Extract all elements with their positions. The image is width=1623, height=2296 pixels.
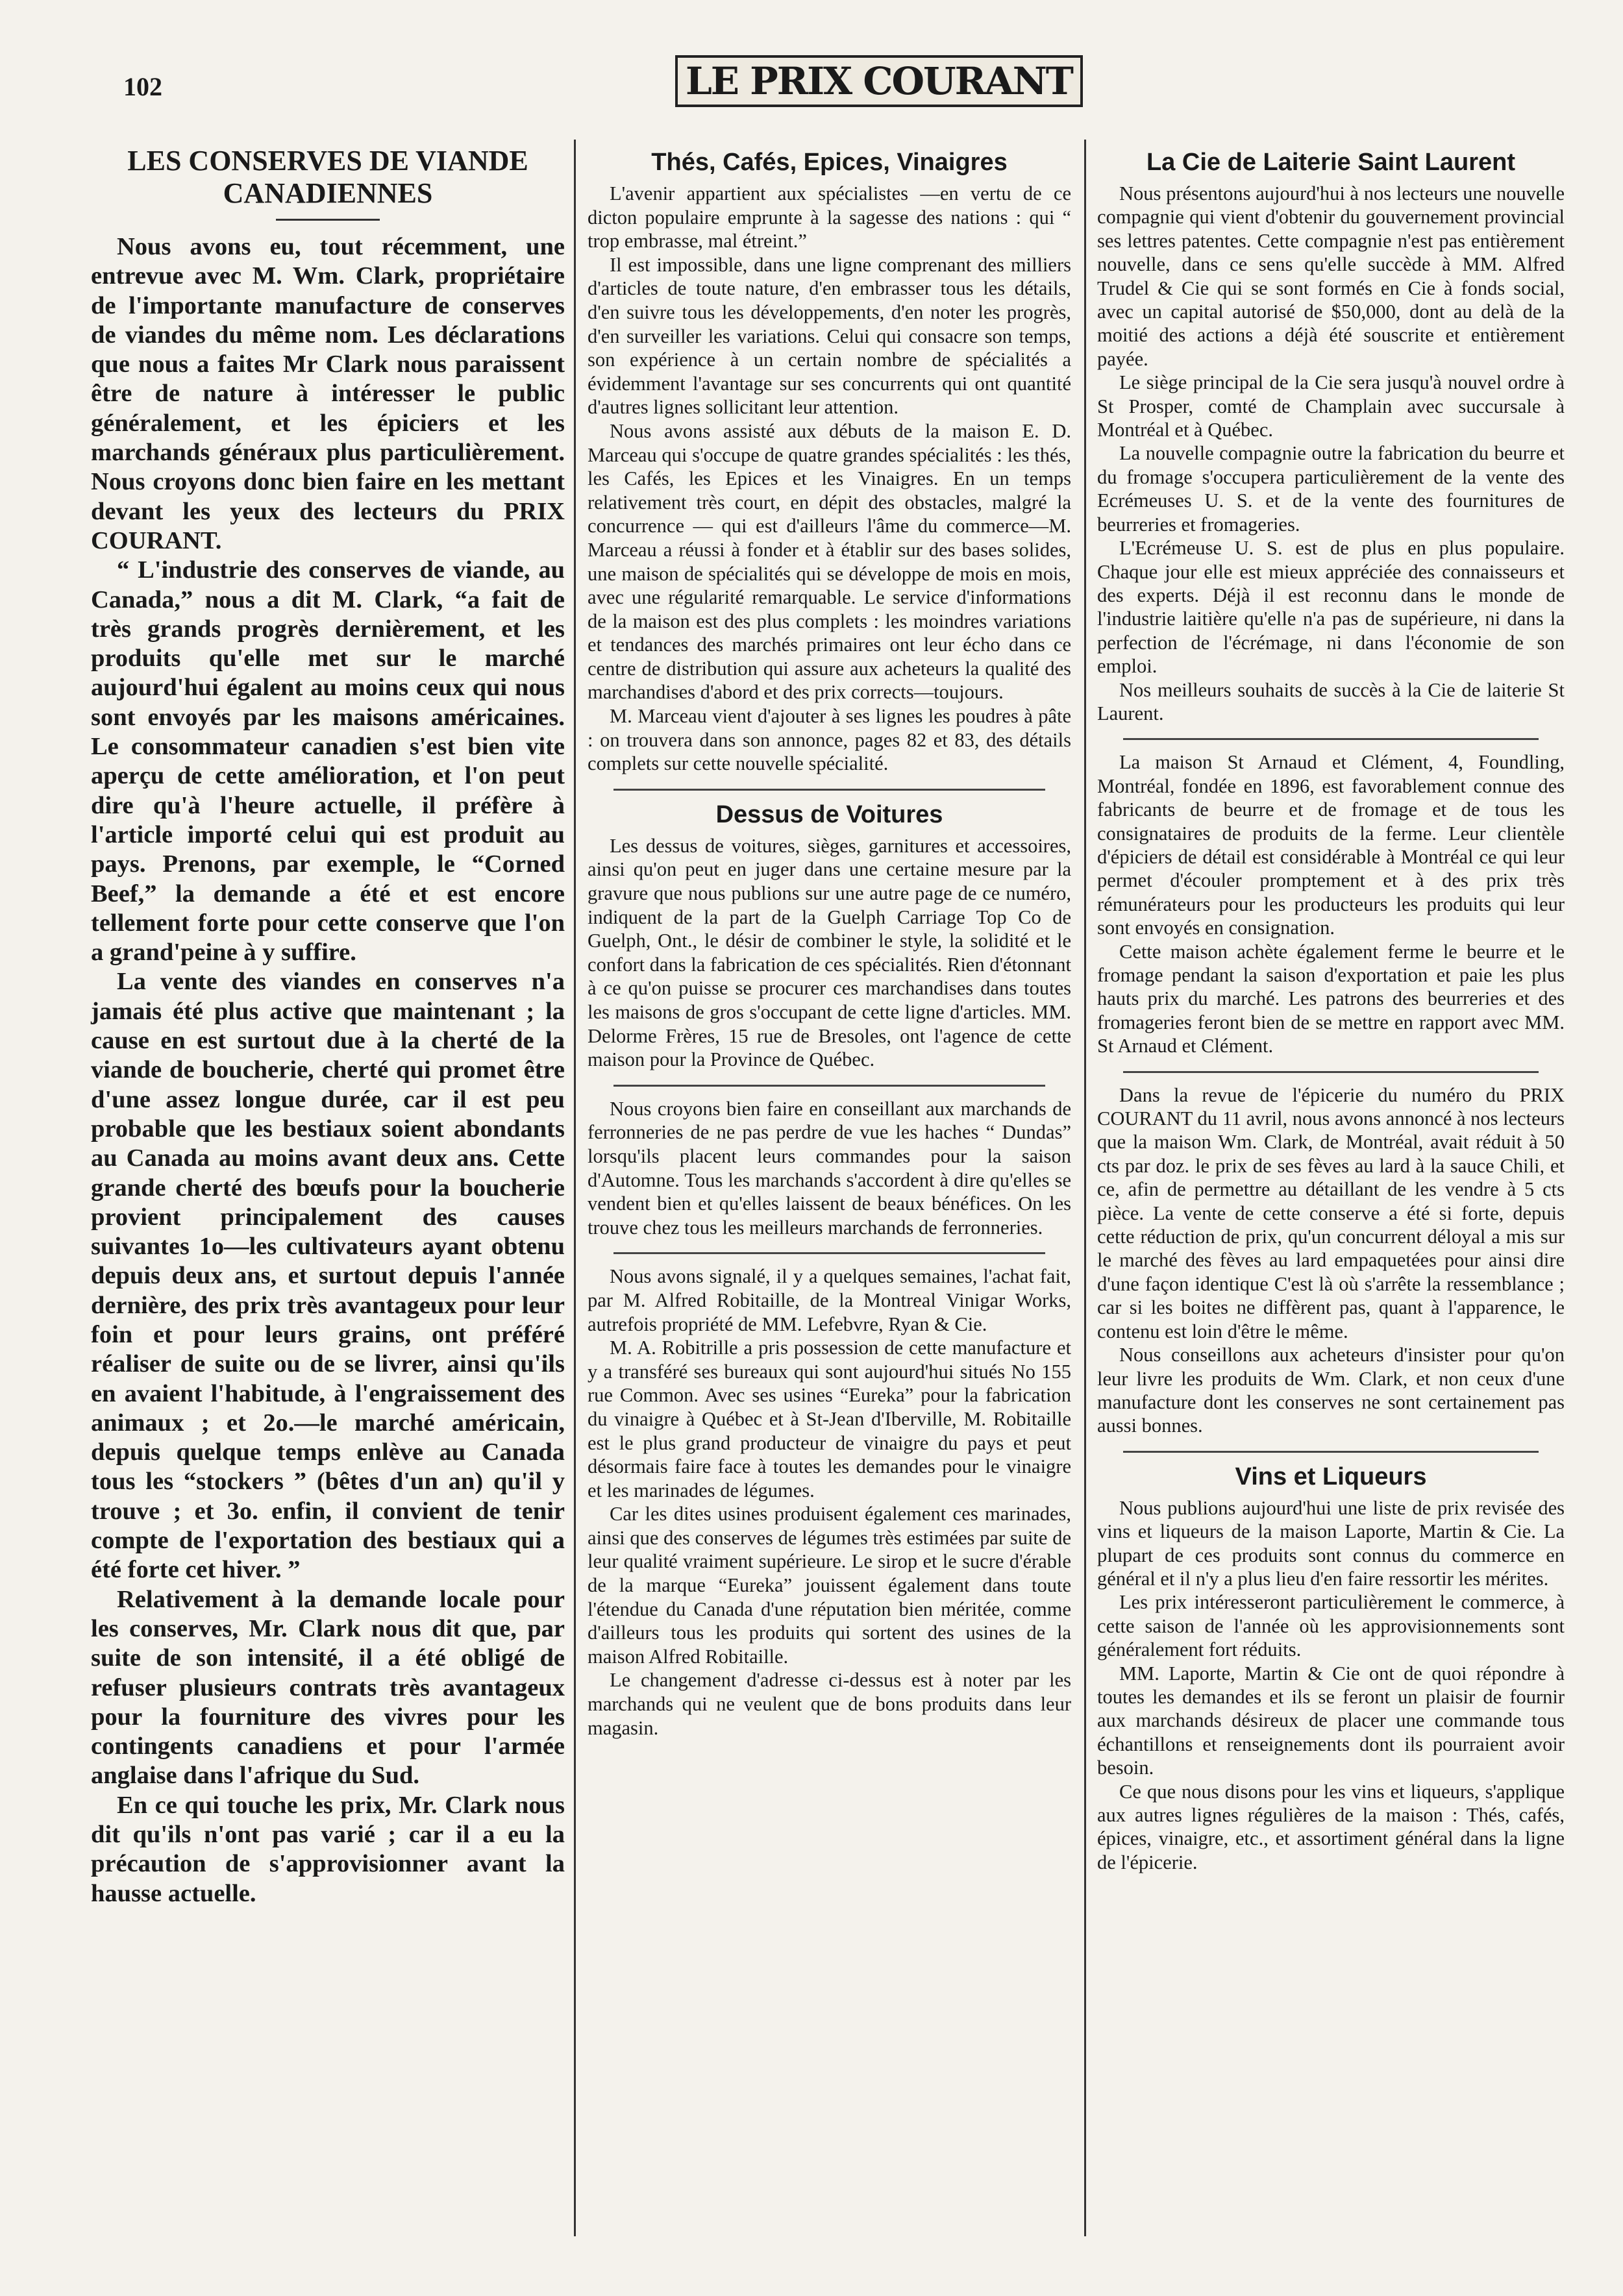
paragraph: Ce que nous disons pour les vins et liqueurs, s'applique aux autres lignes régulières de la maison : Thés, cafés, épices, vinaigre, etc., et assortiment général dans la ligne de l'épicerie. <box>1097 1780 1565 1873</box>
paragraph: Les dessus de voitures, sièges, garnitures et accessoires, ainsi qu'on peut en juger dans une certaine mesure par la gravure que nous publions sur une autre page de ce numéro, indiquent de la part de la Guelph Carriage Top Co de Guelph, Ont., le désir de combiner le style, la solidité et le confort dans la fabrication de ces spécialités. Rien d'étonnant à ce qu'on puisse se procurer ces marchandises dans toutes les maisons de gros s'occupant de cette ligne d'articles. MM. Delorme Frères, 15 rue de Bresoles, ont l'agence de cette maison pour la Province de Québec. <box>588 834 1071 1071</box>
paragraph: Nous croyons bien faire en conseillant aux marchands de ferronneries de ne pas perdre de vue les haches “ Dundas” lorsqu'ils placent leurs commandes pour la saison d'Automne. Tous les marchands s'accordent à dire qu'elles se vendent bien et qu'elles laissent de beaux bénéfices. On les trouve chez tous les meilleurs marchands de ferronneries. <box>588 1097 1071 1239</box>
article-title: Vins et Liqueurs <box>1235 1463 1427 1490</box>
paragraph: M. Marceau vient d'ajouter à ses lignes les poudres à pâte : on trouvera dans son annonce, pages 82 et 83, des détails complets sur cette nouvelle spécialité. <box>588 705 1071 775</box>
column-divider <box>574 140 576 2236</box>
section-divider <box>613 789 1045 791</box>
article-title: Thés, Cafés, Epices, Vinaigres <box>651 149 1008 176</box>
paragraph: Il est impossible, dans une ligne comprenant des milliers d'articles de toute nature, d'en embrasser tous les détails, d'en suivre tous les développements, d'en noter les progrès, d'en surveiller les variations. Celui qui consacre son temps, son expérience à un certain nombre de spécialités a évidemment l'avantage sur ses concurrents qui ont quantité d'autres lignes sollicitant leur attention. <box>588 253 1071 419</box>
section-divider <box>613 1085 1045 1087</box>
article-title: La Cie de Laiterie Saint Laurent <box>1146 149 1516 176</box>
paragraph: Nous avons eu, tout récemment, une entrevue avec M. Wm. Clark, propriétaire de l'importante manufacture de conserves de viandes du même nom. Les déclarations que nous a faites Mr Clark nous paraissent être de nature à intéresser le public généralement, et les épiciers et les marchands généraux plus particulièrement. Nous croyons donc bien faire en les mettant devant les yeux des lecteurs du PRIX COURANT. <box>91 233 565 554</box>
column-3 <box>1097 140 1565 1874</box>
section-divider <box>613 1252 1045 1254</box>
paragraph: Nos meilleurs souhaits de succès à la Cie de laiterie St Laurent. <box>1097 678 1565 724</box>
section-divider <box>1123 1451 1539 1453</box>
paragraph: L'Ecrémeuse U. S. est de plus en plus populaire. Chaque jour elle est mieux appréciée des connaisseurs et des experts. Déjà il est reconnu dans le monde de l'industrie laitière qu'elle n'a pas de supérieure, ni dans la perfection de l'écrémage, ni dans l'économie de son emploi. <box>1097 537 1565 678</box>
masthead-logo: LE PRIX COURANT <box>675 55 1083 107</box>
paragraph: La vente des viandes en conserves n'a jamais été plus active que maintenant ; la cause en est surtout due à la cherté de la viande de boucherie, cherté qui promet être d'une assez longue durée, car il est peu probable que les bestiaux soient abondants au Canada au moins avant deux ans. Cette grande cherté des bœufs pour la boucherie provient principalement des causes suivantes 1o—les cultivateurs ayant obtenu depuis deux ans, et surtout depuis l'année dernière, des prix très avantageux pour leur foin et pour leurs grains, ont préféré réaliser de suite ou de se livrer, ainsi qu'ils en avaient l'habitude, à l'engraissement des animaux ; et 2o.—le marché américain, depuis quelque temps enlève au Canada tous les “stockers ” (bêtes d'un an) qu'il y trouve ; et 3o. enfin, il convient de tenir compte de l'exportation des bestiaux qui a été forte cet hiver. ” <box>91 968 565 1584</box>
paragraph: Dans la revue de l'épicerie du numéro du PRIX COURANT du 11 avril, nous avons annoncé à nos lecteurs que la maison Wm. Clark, de Montréal, avait réduit à 50 cts par doz. le prix de ses fèves au lard à la sauce Chili, et ce, afin de permettre au détaillant de les vendre à 5 cts pièce. La vente de cette conserve a été si forte, depuis cette réduction de prix, qu'un concurrent déloyal a mis sur le marché des fèves au lard empaquetées pour ainsi dire d'une façon identique C'est là où s'arrête la ressemblance ; car si les boites ne diffèrent pas, quant à l'apparence, le contenu est loin d'être le même. <box>1097 1083 1565 1342</box>
paragraph: L'avenir appartient aux spécialistes —en vertu de ce dicton populaire emprunte à la sagesse des nations : qui “ trop embrasse, mal étreint.” <box>588 182 1071 253</box>
paragraph: Nous avons signalé, il y a quelques semaines, l'achat fait, par M. Alfred Robitaille, de la Montreal Vinigar Works, autrefois propriété de MM. Lefebvre, Ryan & Cie. <box>588 1265 1071 1335</box>
column-divider <box>1084 140 1086 2236</box>
article-title: LES CONSERVES DE VIANDE CANADIENNES <box>127 145 528 209</box>
paragraph: Le changement d'adresse ci-dessus est à noter par les marchands qui ne veulent que de bons produits dans leur magasin. <box>588 1669 1071 1739</box>
paragraph: La nouvelle compagnie outre la fabrication du beurre et du fromage s'occupera particulièrement de la vente des Ecrémeuses U. S. et de la vente des fournitures de beurreries et fromageries. <box>1097 442 1565 536</box>
paragraph: M. A. Robitrille a pris possession de cette manufacture et y a transféré ses bureaux qui sont aujourd'hui situés No 155 rue Common. Avec ses usines “Eureka” pour la fabrication du vinaigre à Québec et à St-Jean d'Iberville, M. Robitaille est le plus grand producteur de vinaigre du pays et peut désormais faire face à toutes les demandes pour le vinaigre et les marinades de légumes. <box>588 1337 1071 1501</box>
section-divider <box>1123 738 1539 740</box>
paragraph: “ L'industrie des conserves de viande, au Canada,” nous a dit M. Clark, “a fait de très grands progrès dernièrement, et les produits qu'elle met sur le marché aujourd'hui égalent au moins ceux qui nous sont envoyés par les maisons américaines. Le consommateur canadien s'est bien vite aperçu de cette amélioration, et l'on peut dire qu'à l'heure actuelle, il préfère à l'article importé celui qui est produit au pays. Prenons, par exemple, le “Corned Beef,” la demande a été et est encore tellement forte pour cette conserve que l'on a grand'peine à y suffire. <box>91 556 565 967</box>
column-2 <box>588 140 1071 1740</box>
paragraph: Relativement à la demande locale pour les conserves, Mr. Clark nous dit que, par suite de son intensité, il a été obligé de refuser plusieurs contrats très avantageux pour la fourniture des vivres pour les contingents canadiens et pour l'armée anglaise dans l'afrique du Sud. <box>91 1585 565 1790</box>
paragraph: Nous conseillons aux acheteurs d'insister pour qu'on leur livre les produits de Wm. Clark, et non ceux d'une manufacture dont les conserves ne sont certainement pas aussi bonnes. <box>1097 1344 1565 1437</box>
paragraph: Car les dites usines produisent également ces marinades, ainsi que des conserves de légumes très estimées par suite de leur qualité vraiment supérieure. Le sirop et le sucre d'érable de la marque “Eureka” jouissent également dans toute l'étendue du Canada d'une réputation bien méritée, comme d'ailleurs tous les produits qui sortent des usines de la maison Alfred Robitaille. <box>588 1503 1071 1668</box>
paragraph: Le siège principal de la Cie sera jusqu'à nouvel ordre à St Prosper, comté de Champlain avec succursale à Montréal et à Québec. <box>1097 371 1565 441</box>
column-1 <box>91 140 565 1908</box>
paragraph: MM. Laporte, Martin & Cie ont de quoi répondre à toutes les demandes et ils se feront un plaisir de fournir aux marchands désireux de placer une commande tous échantillons et renseignements dont ils pourraient avoir besoin. <box>1097 1662 1565 1779</box>
section-divider <box>1123 1071 1539 1073</box>
paragraph: Nous publions aujourd'hui une liste de prix revisée des vins et liqueurs de la maison Laporte, Martin & Cie. La plupart de ces produits sont connus du commerce en général et il n'y a plus lieu d'en faire ressortir les mérites. <box>1097 1496 1565 1590</box>
paragraph: La maison St Arnaud et Clément, 4, Foundling, Montréal, fondée en 1896, est favorablement connue des fabricants de beurre et de fromage et de tous les consignataires de produits de la ferme. Leur clientèle d'épiciers de détail est considérable à Montréal ce qui leur permet d'écouler promptement et à des prix très rémunérateurs pour les producteurs les produits qui leur sont envoyés en consignation. <box>1097 751 1565 939</box>
paragraph: Cette maison achète également ferme le beurre et le fromage pendant la saison d'exportation et paie les plus hauts prix du marché. Les patrons des beurreries et des fromageries feront bien de se mettre en rapport avec MM. St Arnaud et Clément. <box>1097 940 1565 1057</box>
paragraph: En ce qui touche les prix, Mr. Clark nous dit qu'ils n'ont pas varié ; car il a eu la précaution de s'approvisionner avant la hausse actuelle. <box>91 1791 565 1907</box>
paragraph: Nous avons assisté aux débuts de la maison E. D. Marceau qui s'occupe de quatre grandes spécialités : les thés, les Cafés, les Epices et les Vinaigres. En un temps relativement très court, en dépit des obstacles, malgré la concurrence — qui est d'ailleurs l'âme du commerce—M. Marceau a réussi à fonder et à établir sur des bases solides, une maison de spécialités qui se développe de mois en mois, avec une régularité remarquable. Le service d'informations de la maison est des plus complets : les moindres variations et tendances des marchés primaires ont leur écho dans ce centre de distribution qui assure aux acheteurs la qualité des marchandises d'abord et des prix corrects—toujours. <box>588 419 1071 704</box>
article-title: Dessus de Voitures <box>715 800 943 828</box>
page-number: 102 <box>123 72 162 101</box>
title-rule <box>276 219 380 221</box>
paragraph: Nous présentons aujourd'hui à nos lecteurs une nouvelle compagnie qui vient d'obtenir du gouvernement provincial ses lettres patentes. Cette compagnie n'est pas entièrement nouvelle, dans ce sens qu'elle succède à MM. Alfred Trudel & Cie qui se sont formés en Cie à fonds social, avec un capital autorisé de $50,000, dont au delà de la moitié des actions a déjà été souscrite et entièrement payée. <box>1097 182 1565 370</box>
paragraph: Les prix intéresseront particulièrement le commerce, à cette saison de l'année où les approvisionnements sont généralement fort réduits. <box>1097 1591 1565 1661</box>
